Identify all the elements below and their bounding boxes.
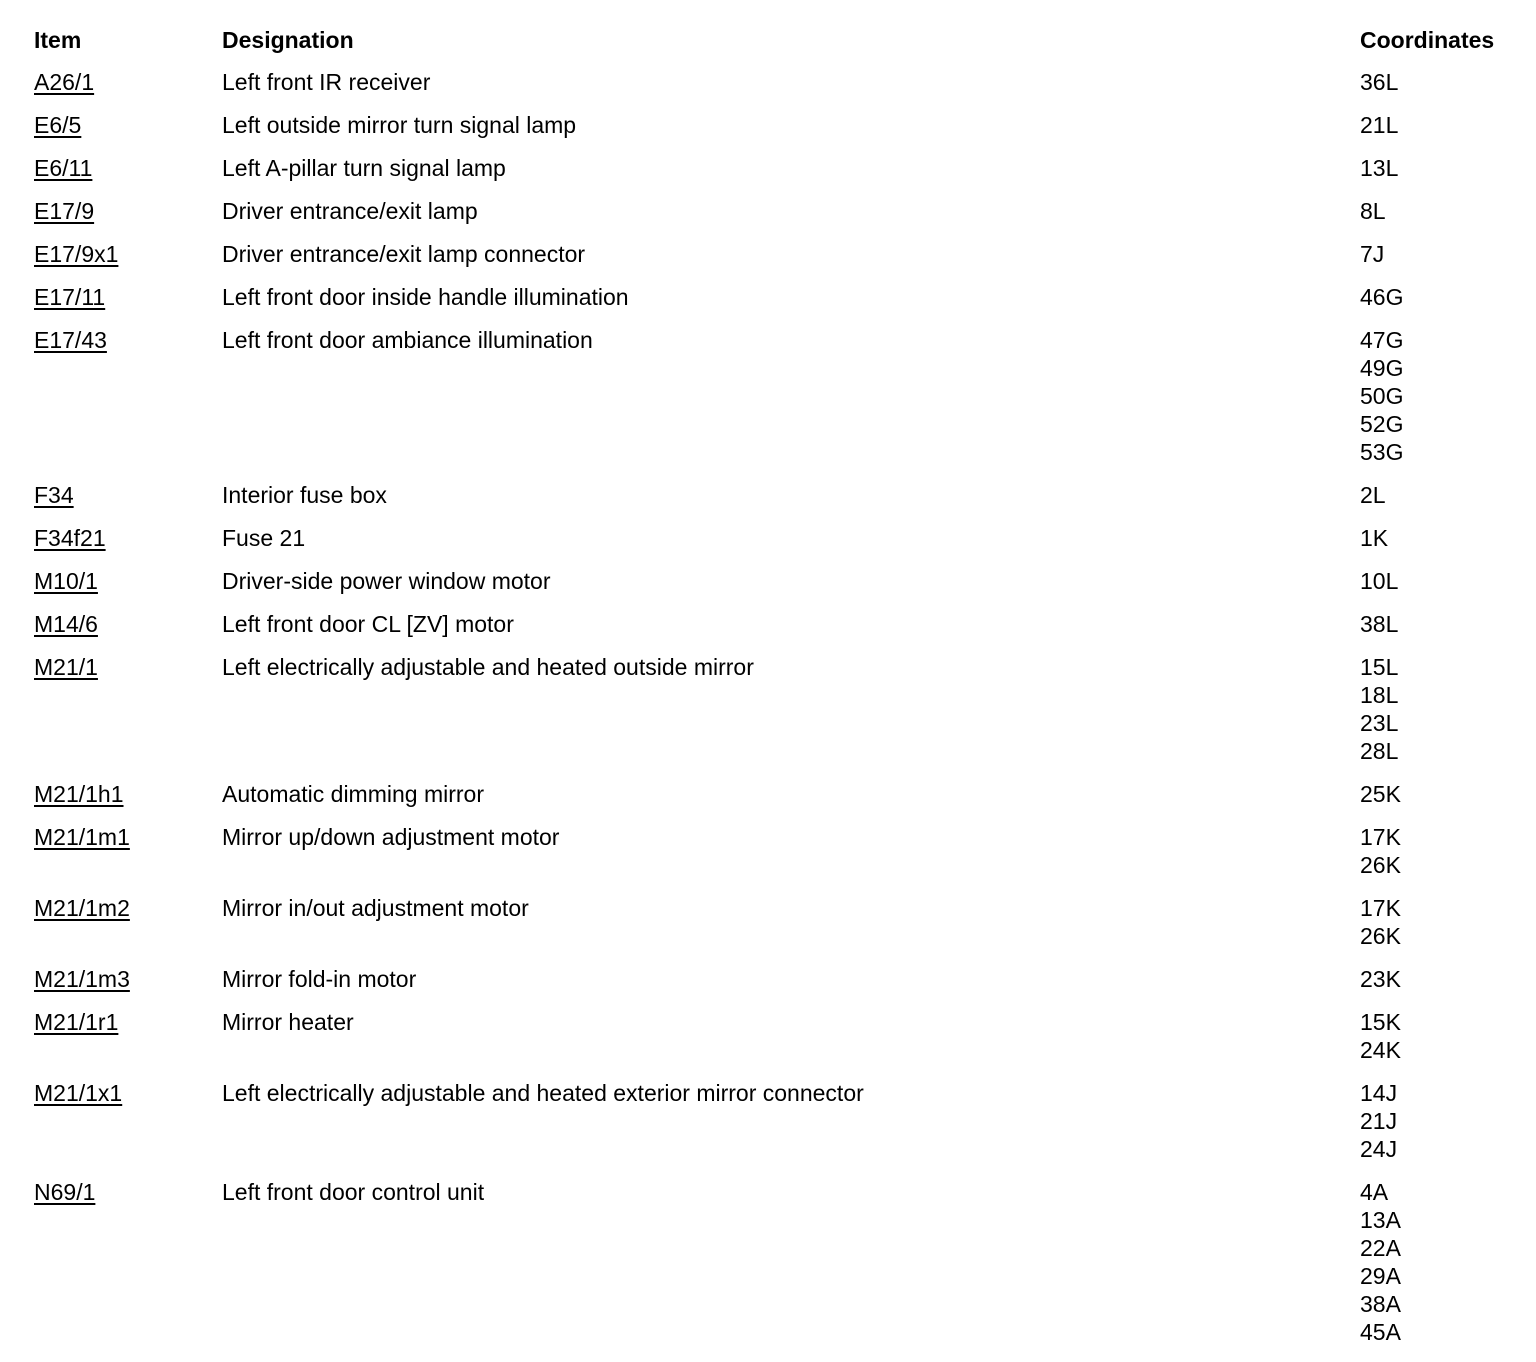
- item-cell: [34, 326, 222, 354]
- table-row: [34, 481, 1524, 524]
- designation-cell: Left outside mirror turn signal lamp: [222, 112, 577, 138]
- designation-cell: Left front door control unit: [222, 1179, 485, 1205]
- table-row: [34, 111, 1524, 154]
- coordinate-value: 36L: [1360, 69, 1399, 95]
- item-cell: [34, 1008, 222, 1036]
- item-cell: [34, 197, 222, 225]
- designation-column-header: Designation: [222, 27, 354, 53]
- item-link[interactable]: E17/9: [34, 198, 95, 224]
- coordinate-value: 47G: [1360, 327, 1404, 353]
- coordinate-value: 17K: [1360, 895, 1401, 921]
- table-row: [34, 154, 1524, 197]
- designation-cell: Left front door ambiance illumination: [222, 327, 593, 353]
- designation-cell: Mirror heater: [222, 1009, 354, 1035]
- designation-cell: Mirror in/out adjustment motor: [222, 895, 529, 921]
- coordinates-cell: [1360, 283, 1524, 311]
- table-row: [34, 653, 1524, 780]
- coordinates-cell: [1360, 481, 1524, 509]
- item-cell: [34, 283, 222, 311]
- coordinates-cell: [1360, 154, 1524, 182]
- coordinate-value: 53G: [1360, 439, 1404, 465]
- coordinate-value: 24K: [1360, 1037, 1401, 1063]
- coordinates-cell: [1360, 894, 1524, 950]
- item-cell: [34, 68, 222, 96]
- item-cell: [34, 524, 222, 552]
- table-row: [34, 326, 1524, 481]
- item-link[interactable]: M14/6: [34, 611, 98, 637]
- item-cell: [34, 1178, 222, 1206]
- designation-cell: Driver entrance/exit lamp: [222, 198, 478, 224]
- coordinate-value: 2L: [1360, 482, 1386, 508]
- item-cell: [34, 610, 222, 638]
- designation-cell: Left electrically adjustable and heated exterior mirror connector: [222, 1080, 864, 1106]
- item-link[interactable]: M21/1h1: [34, 781, 124, 807]
- component-legend-table: [34, 26, 1524, 1361]
- coordinates-column-header: Coordinates: [1360, 27, 1495, 53]
- item-link[interactable]: E17/9x1: [34, 241, 119, 267]
- table-row: [34, 567, 1524, 610]
- coordinate-value: 10L: [1360, 568, 1399, 594]
- item-link[interactable]: F34f21: [34, 525, 106, 551]
- item-link[interactable]: M21/1x1: [34, 1080, 123, 1106]
- table-row: [34, 283, 1524, 326]
- coordinates-cell: [1360, 1008, 1524, 1064]
- item-link[interactable]: A26/1: [34, 69, 95, 95]
- item-link[interactable]: E6/5: [34, 112, 82, 138]
- coordinate-value: 28L: [1360, 738, 1399, 764]
- designation-cell: Mirror fold-in motor: [222, 966, 417, 992]
- item-link[interactable]: M10/1: [34, 568, 98, 594]
- designation-cell: Left A-pillar turn signal lamp: [222, 155, 506, 181]
- item-cell: [34, 567, 222, 595]
- item-cell: [34, 653, 222, 681]
- item-link[interactable]: M21/1m1: [34, 824, 130, 850]
- coordinates-cell: [1360, 111, 1524, 139]
- coordinate-value: 1K: [1360, 525, 1389, 551]
- table-row: [34, 240, 1524, 283]
- coordinates-cell: [1360, 567, 1524, 595]
- coordinate-value: 52G: [1360, 411, 1404, 437]
- designation-cell: Left electrically adjustable and heated outside mirror: [222, 654, 754, 680]
- designation-cell: Left front door CL [ZV] motor: [222, 611, 514, 637]
- designation-cell: Automatic dimming mirror: [222, 781, 484, 807]
- coordinate-value: 13A: [1360, 1207, 1401, 1233]
- table-row: [34, 894, 1524, 965]
- coordinates-cell: [1360, 610, 1524, 638]
- coordinates-cell: [1360, 326, 1524, 466]
- table-row: [34, 1178, 1524, 1361]
- item-cell: [34, 780, 222, 808]
- item-cell: [34, 894, 222, 922]
- item-link[interactable]: M21/1m3: [34, 966, 130, 992]
- item-cell: [34, 481, 222, 509]
- coordinate-value: 29A: [1360, 1263, 1401, 1289]
- coordinates-cell: [1360, 653, 1524, 765]
- coordinate-value: 50G: [1360, 383, 1404, 409]
- coordinate-value: 23L: [1360, 710, 1399, 736]
- coordinate-value: 24J: [1360, 1136, 1398, 1162]
- table-row: [34, 823, 1524, 894]
- item-link[interactable]: E17/11: [34, 284, 106, 310]
- coordinates-cell: [1360, 197, 1524, 225]
- item-link[interactable]: M21/1m2: [34, 895, 130, 921]
- coordinate-value: 25K: [1360, 781, 1401, 807]
- coordinate-value: 8L: [1360, 198, 1386, 224]
- table-row: [34, 1008, 1524, 1079]
- designation-cell: Interior fuse box: [222, 482, 387, 508]
- coordinate-value: 26K: [1360, 923, 1401, 949]
- table-row: [34, 780, 1524, 823]
- item-cell: [34, 1079, 222, 1107]
- designation-cell: Left front IR receiver: [222, 69, 431, 95]
- table-row: [34, 610, 1524, 653]
- coordinates-cell: [1360, 1079, 1524, 1163]
- coordinates-cell: [1360, 965, 1524, 993]
- coordinate-value: 49G: [1360, 355, 1404, 381]
- table-row: [34, 965, 1524, 1008]
- item-link[interactable]: N69/1: [34, 1179, 96, 1205]
- designation-cell: Fuse 21: [222, 525, 306, 551]
- table-row: [34, 1079, 1524, 1178]
- item-cell: [34, 965, 222, 993]
- item-cell: [34, 240, 222, 268]
- item-cell: [34, 154, 222, 182]
- designation-cell: Left front door inside handle illumination: [222, 284, 629, 310]
- coordinates-cell: [1360, 240, 1524, 268]
- coordinate-value: 21L: [1360, 112, 1399, 138]
- coordinate-value: 17K: [1360, 824, 1401, 850]
- coordinate-value: 4A: [1360, 1179, 1389, 1205]
- designation-cell: Driver-side power window motor: [222, 568, 551, 594]
- coordinate-value: 18L: [1360, 682, 1399, 708]
- table-header: [34, 26, 1524, 68]
- coordinate-value: 38L: [1360, 611, 1399, 637]
- coordinate-value: 38A: [1360, 1291, 1401, 1317]
- table-row: [34, 524, 1524, 567]
- coordinates-cell: [1360, 780, 1524, 808]
- coordinate-value: 26K: [1360, 852, 1401, 878]
- coordinates-cell: [1360, 524, 1524, 552]
- coordinate-value: 21J: [1360, 1108, 1398, 1134]
- coordinates-cell: [1360, 1178, 1524, 1346]
- table-body: [34, 68, 1524, 1361]
- designation-cell: Mirror up/down adjustment motor: [222, 824, 560, 850]
- coordinate-value: 23K: [1360, 966, 1401, 992]
- item-link[interactable]: F34: [34, 482, 74, 508]
- coordinate-value: 15L: [1360, 654, 1399, 680]
- item-link[interactable]: E6/11: [34, 155, 93, 181]
- coordinate-value: 7J: [1360, 241, 1385, 267]
- item-cell: [34, 111, 222, 139]
- coordinate-value: 13L: [1360, 155, 1399, 181]
- coordinate-value: 22A: [1360, 1235, 1401, 1261]
- item-link[interactable]: E17/43: [34, 327, 107, 353]
- coordinates-cell: [1360, 68, 1524, 96]
- designation-cell: Driver entrance/exit lamp connector: [222, 241, 586, 267]
- table-row: [34, 197, 1524, 240]
- item-cell: [34, 823, 222, 851]
- coordinate-value: 15K: [1360, 1009, 1401, 1035]
- coordinates-cell: [1360, 823, 1524, 879]
- table-row: [34, 68, 1524, 111]
- coordinate-value: 46G: [1360, 284, 1404, 310]
- item-link[interactable]: M21/1: [34, 654, 98, 680]
- coordinate-value: 45A: [1360, 1319, 1401, 1345]
- coordinate-value: 14J: [1360, 1080, 1398, 1106]
- item-column-header: Item: [34, 27, 82, 53]
- item-link[interactable]: M21/1r1: [34, 1009, 119, 1035]
